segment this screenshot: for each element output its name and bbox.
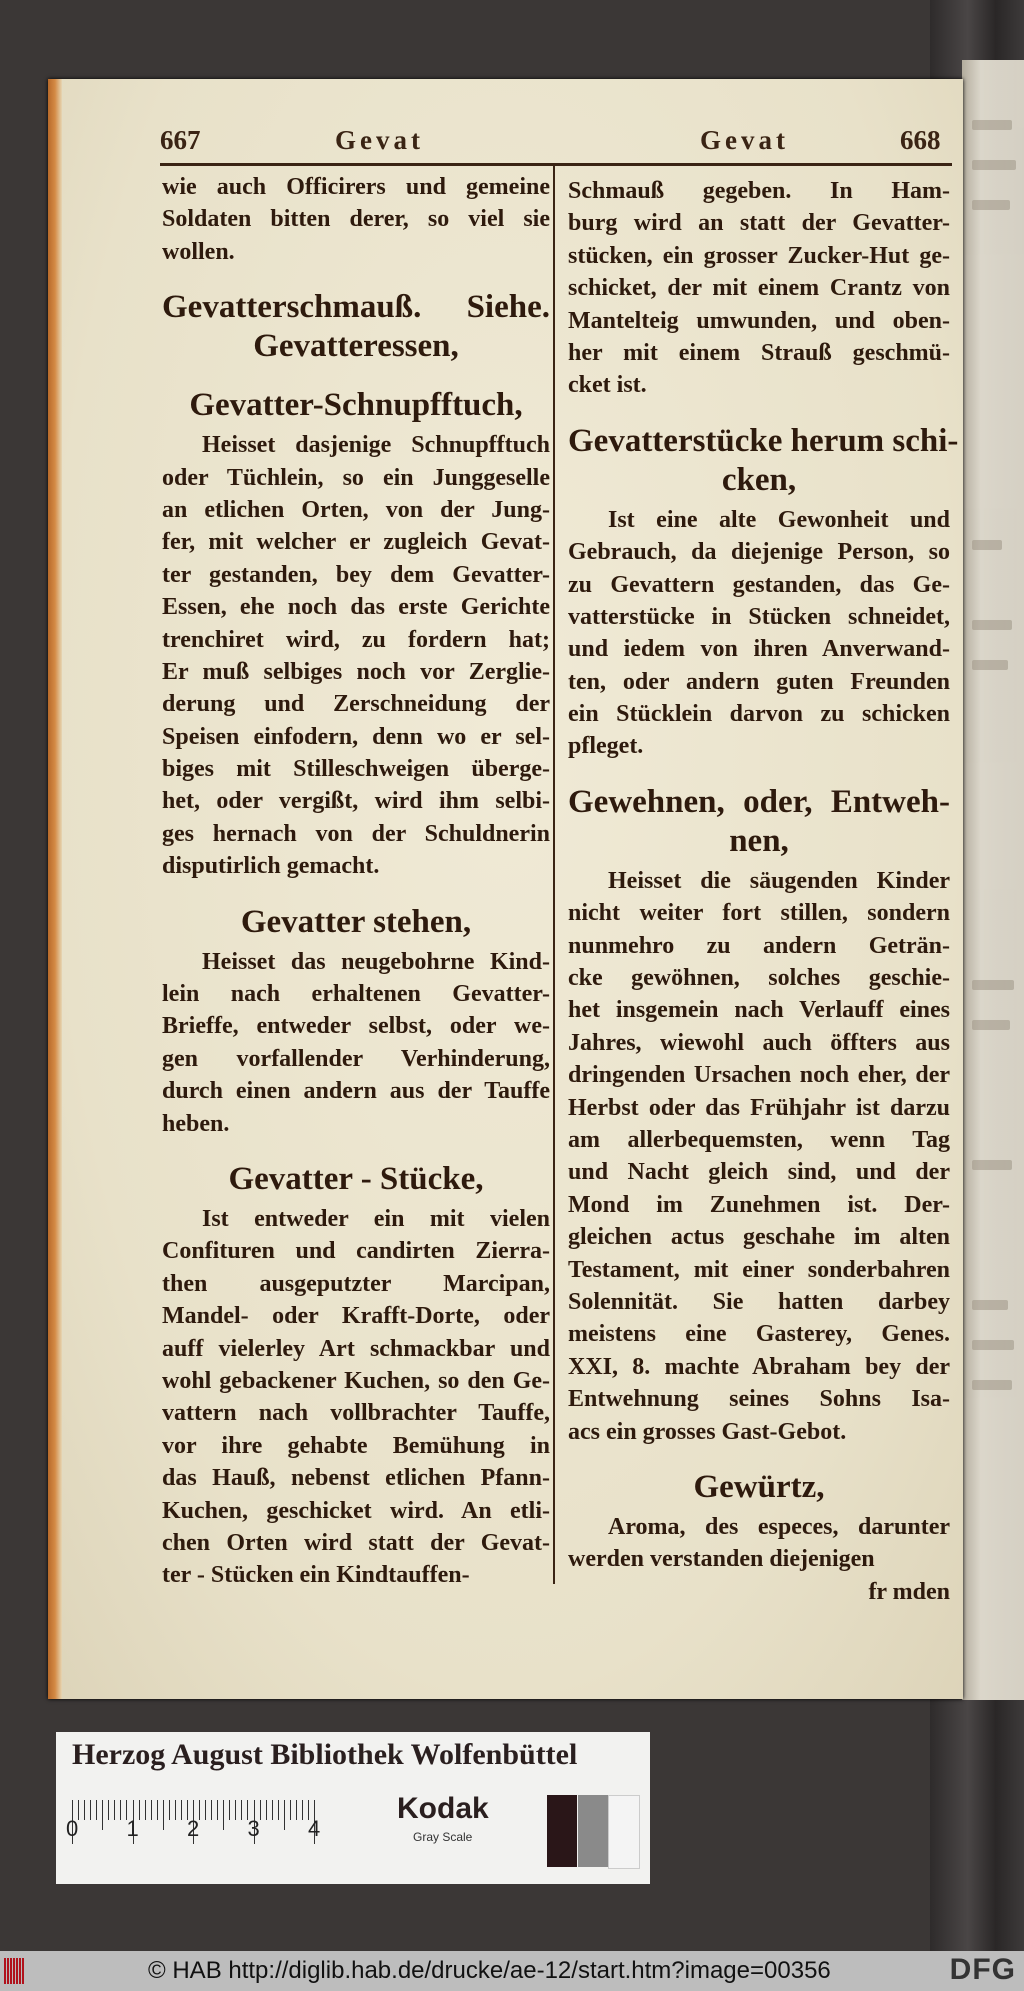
ruler-tick [145,1800,146,1820]
ruler-tick [181,1800,182,1820]
ruler-tick [284,1800,285,1830]
ruler-tick [151,1800,152,1820]
right-column [568,175,959,1608]
text-line: gen vorfallender Verhinderung, [162,1045,550,1072]
text-line: disputirlich gemacht. [162,853,380,880]
ruler-tick [241,1800,242,1820]
text-line: Essen, ehe noch das erste Gerichte [162,594,550,621]
ruler-tick [217,1800,218,1820]
text-line: Gevatter - Stücke, [228,1160,484,1197]
entry-heading [162,288,550,366]
ruler-tick [120,1800,121,1820]
text-line: wollen. [162,238,235,265]
ruler-scale [72,1800,328,1846]
ruler-tick [108,1800,109,1820]
text-line: Kuchen, geschicket wird. An etli- [162,1497,550,1524]
text-line: ter - Stücken ein Kindtauffen- [162,1562,470,1589]
text-line: XXI, 8. machte Abraham bey der [568,1353,950,1380]
ruler-tick [278,1800,279,1820]
text-line: ter gestanden, bey dem Gevatter- [162,561,550,588]
card-title: Herzog August Bibliothek Wolfenbüttel [72,1738,578,1771]
text-line: Gevatterstücke herum schi- [568,422,959,459]
text-line: ges hernach von der Schuldnerin [162,820,550,847]
swatch-white [608,1795,640,1869]
ruler-tick [163,1800,164,1830]
text-line: wie auch Officirers und gemeine [162,174,550,200]
text-line: durch einen andern aus der Tauffe [162,1078,550,1105]
text-line: Jahres, wiewohl auch öffters aus [568,1029,950,1056]
text-line: Heisset die säugenden Kinder [608,867,950,894]
ruler-tick [296,1800,297,1820]
ruler-tick [205,1800,206,1820]
text-line: fr mden [868,1578,950,1605]
text-line: derung und Zerschneidung der [162,691,550,718]
text-line: nicht weiter fort stillen, sondern [568,900,950,927]
text-line: nunmehro zu andern Geträn- [568,932,950,959]
footer-bar [0,1951,1024,1991]
text-line: dringenden Ursachen noch eher, der [568,1062,950,1089]
hab-logo-icon [4,1958,26,1984]
text-line: Mond im Zunehmen ist. Der- [568,1191,950,1218]
entry-paragraph [162,1203,550,1592]
column-divider [553,166,555,1584]
text-line: Ist entweder ein mit vielen [202,1205,550,1232]
text-line: vor ihre gehabte Bemühung in [162,1432,550,1459]
text-line: Er muß selbiges noch vor Zerglie- [162,658,550,685]
text-line: pfleget. [568,733,644,760]
text-line: Gevatterschmauß. Siehe. [162,289,550,326]
kodak-logo: Kodak [397,1792,489,1825]
text-line: lein nach erhaltenen Gevatter- [162,981,550,1008]
entry-heading [568,1468,950,1507]
entry-paragraph [568,1511,950,1576]
text-line: biges mit Stilleschweigen überge- [162,756,550,783]
text-line: chen Orten wird statt der Gevat- [162,1529,550,1556]
text-line: nen, [729,822,789,859]
page-edge [48,79,62,1699]
ruler-tick [169,1800,170,1820]
text-line: Gewehnen, oder, Entweh- [568,783,950,820]
text-line: Soldaten bitten derer, so viel sie [162,206,550,233]
text-line: Gevatter-Schnupfftuch, [189,387,523,424]
text-line: Aroma, des especes, darunter [608,1513,950,1540]
text-line: Schmauß gegeben. In Ham- [568,178,950,204]
next-page-edge [962,60,1024,1700]
text-line: fer, mit welcher er zugleich Gevat- [162,529,550,556]
text-line: het, oder vergißt, wird ihm selbi- [162,788,550,815]
text-line: trenchiret wird, zu fordern hat; [162,626,550,653]
text-line: werden verstanden diejenigen [568,1546,875,1573]
text-line: oder Tüchlein, so ein Junggeselle [162,464,550,491]
text-line: Testament, mit einer sonderbahren [568,1256,950,1283]
ruler-tick [235,1800,236,1820]
text-line: wohl gebackener Kuchen, so den Ge- [162,1367,550,1394]
text-line: am allerbequemsten, wenn Tag [568,1126,950,1153]
text-line: stücken, ein grosser Zucker-Hut ge- [568,242,950,269]
text-line: het insgemein nach Verlauff eines [568,997,950,1024]
entry-paragraph [162,429,550,882]
ruler-tick [266,1800,267,1820]
text-line: ein Stücklein darvon zu schicken [568,701,950,728]
ruler-tick [229,1800,230,1820]
entry-paragraph [568,1576,950,1608]
text-line: vatterstücke in Stücken schneidet, [568,603,950,630]
ruler-tick [302,1800,303,1820]
entry-paragraph [162,946,550,1140]
ruler-tick [211,1800,212,1820]
ruler-label: 1 [126,1816,139,1841]
swatch-gray [578,1795,608,1867]
text-line: und iedem von ihren Anverwand- [568,636,950,663]
text-line: heben. [162,1110,230,1137]
ruler-tick [175,1800,176,1820]
text-line: Heisset das neugebohrne Kind- [202,948,550,975]
text-line: ten, oder andern guten Freunden [568,668,950,695]
text-line: zu Gevattern gestanden, das Ge- [568,571,950,598]
gray-scale-label: Gray Scale [413,1830,473,1844]
text-line: Speisen einfodern, denn wo er sel- [162,723,550,750]
header-rule [160,163,952,166]
text-line: Entwehnung seines Sohns Isa- [568,1386,950,1413]
entry-heading [162,1160,550,1199]
ruler-tick [157,1800,158,1820]
entry-heading [162,903,550,942]
copyright-link[interactable]: © HAB http://diglib.hab.de/drucke/ae-12/start.htm?image=00356 [148,1957,831,1984]
text-line: Herbst oder das Frühjahr ist darzu [568,1094,950,1121]
text-line: vattern nach vollbrachter Tauffe, [162,1400,550,1427]
text-line: und Nacht gleich sind, und der [568,1159,950,1186]
text-line: Gevatteressen, [253,328,459,365]
entry-paragraph [568,175,950,402]
text-line: auff vielerley Art schmackbar und [162,1335,550,1362]
reference-card [56,1732,650,1884]
text-line: das Hauß, nebenst etlichen Pfann- [162,1465,550,1492]
entry-heading [568,783,950,861]
text-line: Mantelteig umwunden, und oben- [568,307,950,334]
ruler-tick [84,1800,85,1820]
ruler-tick [114,1800,115,1820]
swatch-dark [547,1795,577,1867]
right-running-title: Gevat [700,125,789,155]
text-line: cke gewöhnen, solches geschie- [568,965,950,992]
ruler-tick [223,1800,224,1830]
text-line: Mandel- oder Krafft-Dorte, oder [162,1303,550,1330]
dfg-logo: DFG [949,1953,1016,1986]
ruler-tick [102,1800,103,1830]
entry-heading [568,422,959,500]
ruler-tick [96,1800,97,1820]
text-line: then ausgeputzter Marcipan, [162,1270,550,1297]
ruler-tick [290,1800,291,1820]
ruler-label: 2 [187,1816,200,1841]
text-line: acs ein grosses Gast-Gebot. [568,1418,847,1445]
entry-paragraph [162,171,550,268]
ruler-tick [272,1800,273,1820]
text-line: gleichen actus geschahe im alten [568,1224,950,1251]
entry-paragraph [568,865,950,1448]
entry-heading [162,386,550,425]
right-page-number: 668 [900,125,941,155]
text-line: schicket, der mit einem Crantz von [568,275,950,302]
left-page-number: 667 [160,125,201,155]
text-line: Gebrauch, da diejenige Person, so [568,539,950,566]
text-line: cken, [721,461,797,498]
ruler-label: 3 [247,1816,260,1841]
entry-paragraph [568,504,950,763]
text-line: an etlichen Orten, von der Jung- [162,496,550,523]
text-line: Ist eine alte Gewonheit und [608,506,950,533]
text-line: Gewürtz, [693,1468,825,1505]
text-line: Gevatter stehen, [240,903,472,940]
left-running-title: Gevat [335,125,424,155]
ruler-label: 4 [308,1816,321,1841]
ruler-tick [90,1800,91,1820]
text-line: meistens eine Gasterey, Genes. [568,1321,950,1348]
text-line: her mit einem Strauß geschmü- [568,339,950,366]
text-line: cket ist. [568,372,647,399]
text-line: Solennität. Sie hatten darbey [568,1288,950,1315]
text-line: burg wird an statt der Gevatter- [568,210,950,237]
ruler-label: 0 [66,1816,79,1841]
text-line: Brieffe, entweder selbst, oder we- [162,1013,550,1040]
text-line: Confituren und candirten Zierra- [162,1238,550,1265]
left-column [162,171,550,1592]
text-line: Heisset dasjenige Schnupfftuch [202,432,550,459]
